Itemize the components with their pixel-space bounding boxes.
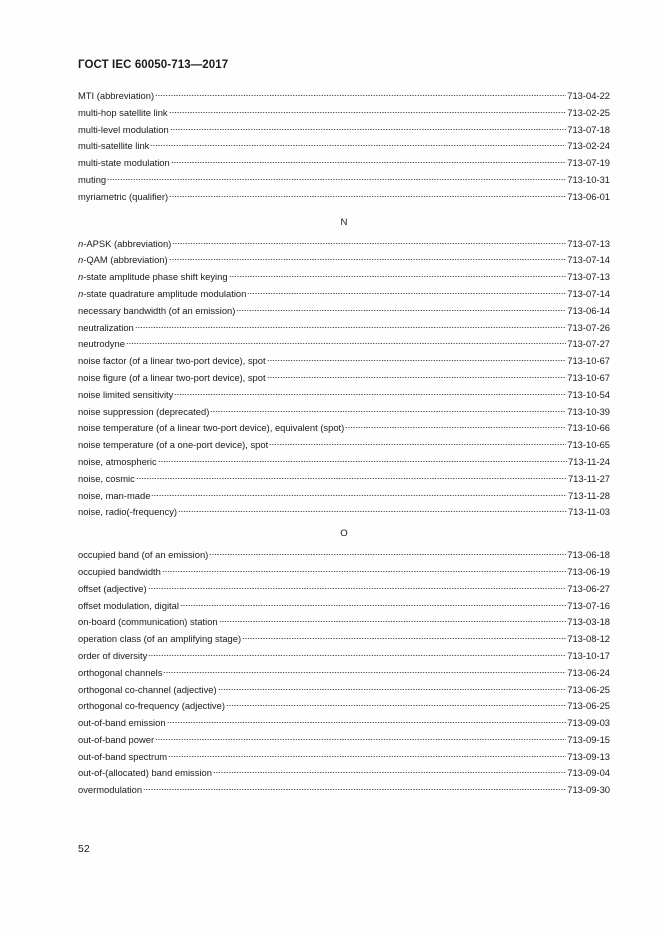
- leader-dots: [163, 668, 566, 674]
- entry-term: [78, 581, 147, 598]
- leader-dots: [150, 141, 566, 147]
- entry-term-prefix: n: [78, 271, 84, 283]
- index-entry: [78, 564, 610, 581]
- entry-reference: 713-10-17: [567, 649, 610, 661]
- entry-term-text: multi-state modulation: [78, 157, 170, 169]
- entry-term-text: noise suppression (deprecated): [78, 405, 210, 417]
- entry-reference: 713-10-54: [567, 388, 610, 400]
- entry-reference: 713-02-25: [567, 106, 610, 118]
- term-index: [78, 88, 610, 799]
- entry-reference: 713-06-25: [567, 683, 610, 695]
- entry-term-text: orthogonal channels: [78, 666, 163, 678]
- index-entry: [78, 732, 610, 749]
- entry-term-text: noise temperature (of a linear two-port device), equivalent (spot): [78, 422, 345, 434]
- leader-dots: [180, 601, 566, 607]
- index-entry: [78, 488, 610, 505]
- leader-dots: [170, 125, 567, 131]
- entry-term: [78, 765, 212, 782]
- entry-term-text: offset modulation, digital: [78, 599, 179, 611]
- index-entry: [78, 749, 610, 766]
- leader-dots: [218, 685, 567, 691]
- entry-reference: 713-06-24: [567, 666, 610, 678]
- entry-reference: 713-06-25: [567, 700, 610, 712]
- entry-term-text: on-board (communication) station: [78, 616, 218, 628]
- entry-term: [78, 488, 150, 505]
- entry-term-text: noise figure (of a linear two-port device), spot: [78, 371, 266, 383]
- entry-term-text: occupied band (of an emission): [78, 549, 209, 561]
- entry-term: [78, 454, 157, 471]
- entry-reference: 713-10-67: [567, 355, 610, 367]
- index-entry: [78, 269, 610, 286]
- entry-term-text: out-of-(allocated) band emission: [78, 767, 212, 779]
- leader-dots: [229, 272, 567, 278]
- entry-term-text: out-of-band power: [78, 733, 155, 745]
- entry-term: [78, 698, 225, 715]
- entry-reference: 713-10-31: [567, 173, 610, 185]
- entry-term-text: offset (adjective): [78, 582, 147, 594]
- entry-term: [78, 665, 162, 682]
- entry-term: [78, 782, 142, 799]
- index-entry: [78, 404, 610, 421]
- leader-dots: [155, 91, 566, 97]
- entry-reference: 713-11-24: [567, 455, 610, 467]
- entry-term: [78, 269, 228, 286]
- entry-term: [78, 682, 217, 699]
- entry-term-text: neutralization: [78, 321, 134, 333]
- leader-dots: [247, 289, 566, 295]
- leader-dots: [226, 701, 566, 707]
- entry-term-text: -state amplitude phase shift keying: [83, 271, 228, 283]
- entry-term: [78, 564, 161, 581]
- index-entry: [78, 547, 610, 564]
- leader-dots: [135, 323, 566, 329]
- entry-term: [78, 715, 166, 732]
- index-entry: [78, 598, 610, 615]
- index-entry: [78, 648, 610, 665]
- entry-reference: 713-09-15: [567, 733, 610, 745]
- entry-reference: 713-07-18: [567, 123, 610, 135]
- index-entry: [78, 172, 610, 189]
- leader-dots: [178, 507, 567, 513]
- section-letter: O: [340, 528, 348, 540]
- entry-reference: 713-10-65: [567, 439, 610, 451]
- entry-reference: 713-06-19: [567, 565, 610, 577]
- index-entry: [78, 370, 610, 387]
- entry-term-text: out-of-band emission: [78, 717, 166, 729]
- leader-dots: [148, 584, 567, 590]
- entry-reference: 713-08-12: [567, 633, 610, 645]
- entry-term: [78, 387, 173, 404]
- entry-term-text: noise limited sensitivity: [78, 388, 174, 400]
- index-entry: [78, 765, 610, 782]
- entry-reference: 713-09-30: [567, 784, 610, 796]
- entry-reference: 713-09-04: [567, 767, 610, 779]
- entry-term: [78, 88, 154, 105]
- leader-dots: [143, 785, 566, 791]
- leader-dots: [267, 373, 567, 379]
- entry-reference: 713-10-66: [567, 422, 610, 434]
- entry-term: [78, 320, 134, 337]
- entry-reference: 713-03-18: [567, 616, 610, 628]
- entry-term-text: multi-satellite link: [78, 140, 150, 152]
- index-entry: [78, 320, 610, 337]
- leader-dots: [345, 423, 566, 429]
- section-letter: N: [340, 216, 348, 228]
- entry-reference: 713-07-13: [567, 271, 610, 283]
- index-entry: [78, 454, 610, 471]
- entry-reference: 713-07-14: [567, 254, 610, 266]
- entry-reference: 713-11-28: [567, 489, 610, 501]
- index-entry: [78, 471, 610, 488]
- leader-dots: [126, 339, 566, 345]
- index-entry: [78, 581, 610, 598]
- entry-term-prefix: n: [78, 287, 84, 299]
- entry-term-text: orthogonal co-channel (adjective): [78, 683, 217, 695]
- index-entry: [78, 138, 610, 155]
- entry-reference: 713-07-16: [567, 599, 610, 611]
- index-entry: [78, 122, 610, 139]
- leader-dots: [267, 356, 567, 362]
- entry-term-text: neutrodyne: [78, 338, 125, 350]
- entry-reference: 713-07-14: [567, 287, 610, 299]
- leader-dots: [219, 617, 567, 623]
- leader-dots: [155, 735, 566, 741]
- leader-dots: [107, 175, 566, 181]
- entry-reference: 713-09-13: [567, 750, 610, 762]
- leader-dots: [136, 474, 567, 480]
- entry-term-text: noise temperature (of a one-port device), spot: [78, 439, 269, 451]
- entry-term: [78, 732, 154, 749]
- entry-reference: 713-02-24: [567, 140, 610, 152]
- leader-dots: [151, 491, 567, 497]
- entry-term: [78, 155, 170, 172]
- entry-term-text: noise factor (of a linear two-port device), spot: [78, 355, 266, 367]
- entry-term-text: -APSK (abbreviation): [83, 237, 172, 249]
- entry-term-text: occupied bandwidth: [78, 565, 161, 577]
- entry-reference: 713-06-27: [567, 582, 610, 594]
- entry-term-text: MTI (abbreviation): [78, 90, 155, 101]
- index-entry: [78, 682, 610, 699]
- leader-dots: [172, 239, 566, 245]
- entry-term: [78, 420, 344, 437]
- entry-term: [78, 471, 135, 488]
- entry-term-text: noise, man-made: [78, 489, 151, 501]
- index-entry: [78, 303, 610, 320]
- entry-reference: 713-06-01: [567, 190, 610, 202]
- index-entry: [78, 252, 610, 269]
- index-entry: [78, 614, 610, 631]
- index-entry: [78, 387, 610, 404]
- entry-reference: 713-04-22: [567, 90, 610, 101]
- entry-reference: 713-06-14: [567, 304, 610, 316]
- index-entry: [78, 353, 610, 370]
- entry-reference: 713-07-27: [567, 338, 610, 350]
- entry-term-prefix: n: [78, 254, 84, 266]
- entry-term: [78, 631, 241, 648]
- entry-reference: 713-07-19: [567, 157, 610, 169]
- leader-dots: [210, 407, 566, 413]
- index-entry: [78, 189, 610, 206]
- entry-term: [78, 122, 169, 139]
- index-entry: [78, 665, 610, 682]
- entry-reference: 713-07-13: [567, 237, 610, 249]
- entry-term-text: -QAM (abbreviation): [83, 254, 168, 266]
- leader-dots: [162, 567, 566, 573]
- entry-term: [78, 504, 177, 521]
- entry-term: [78, 105, 168, 122]
- page-number: 52: [78, 843, 90, 855]
- entry-term-text: operation class (of an amplifying stage): [78, 633, 242, 645]
- index-entry: [78, 155, 610, 172]
- entry-term: [78, 252, 168, 269]
- entry-term: [78, 138, 149, 155]
- leader-dots: [158, 457, 567, 463]
- leader-dots: [148, 651, 566, 657]
- document-header: ГОСТ IEC 60050-713—2017: [78, 59, 229, 71]
- index-entry: [78, 504, 610, 521]
- index-entry: [78, 286, 610, 303]
- entry-term-text: myriametric (qualifier): [78, 190, 169, 202]
- entry-term: [78, 370, 266, 387]
- leader-dots: [242, 634, 566, 640]
- entry-term-text: -state quadrature amplitude modulation: [83, 287, 247, 299]
- leader-dots: [169, 255, 567, 261]
- leader-dots: [209, 550, 566, 556]
- entry-term-text: out-of-band spectrum: [78, 750, 168, 762]
- index-entry: [78, 88, 610, 105]
- index-entry: [78, 236, 610, 253]
- index-entry: [78, 105, 610, 122]
- index-entry: [78, 631, 610, 648]
- entry-reference: 713-06-18: [567, 549, 610, 561]
- leader-dots: [213, 768, 566, 774]
- entry-term-text: overmodulation: [78, 784, 143, 796]
- entry-term-text: multi-hop satellite link: [78, 106, 168, 118]
- entry-reference: 713-11-03: [567, 506, 610, 518]
- entry-term: [78, 404, 209, 421]
- entry-term: [78, 172, 106, 189]
- entry-term-text: muting: [78, 173, 107, 185]
- entry-term-text: multi-level modulation: [78, 123, 169, 135]
- entry-reference: 713-10-67: [567, 371, 610, 383]
- entry-term-text: noise, radio(-frequency): [78, 506, 178, 518]
- entry-reference: 713-07-26: [567, 321, 610, 333]
- entry-term-text: noise, cosmic: [78, 472, 135, 484]
- leader-dots: [236, 306, 566, 312]
- leader-dots: [168, 752, 566, 758]
- entry-term-text: necessary bandwidth (of an emission): [78, 304, 236, 316]
- index-entry: [78, 698, 610, 715]
- entry-term: [78, 189, 168, 206]
- leader-dots: [174, 390, 566, 396]
- entry-term: [78, 286, 246, 303]
- entry-reference: 713-10-39: [567, 405, 610, 417]
- entry-term: [78, 303, 235, 320]
- index-entry: [78, 437, 610, 454]
- leader-dots: [169, 192, 566, 198]
- entry-term: [78, 614, 218, 631]
- leader-dots: [171, 158, 567, 164]
- entry-reference: 713-09-03: [567, 717, 610, 729]
- index-entry: [78, 782, 610, 799]
- leader-dots: [269, 440, 566, 446]
- index-entry: [78, 715, 610, 732]
- leader-dots: [167, 718, 567, 724]
- entry-reference: 713-11-27: [567, 472, 610, 484]
- entry-term: [78, 236, 171, 253]
- leader-dots: [169, 108, 567, 114]
- entry-term-text: order of diversity: [78, 649, 148, 661]
- entry-term-text: orthogonal co-frequency (adjective): [78, 700, 225, 712]
- entry-term: [78, 437, 268, 454]
- entry-term-prefix: n: [78, 237, 84, 249]
- entry-term: [78, 648, 147, 665]
- entry-term-text: noise, atmospheric: [78, 455, 157, 467]
- entry-term: [78, 598, 179, 615]
- entry-term: [78, 353, 266, 370]
- entry-term: [78, 336, 125, 353]
- index-entry: [78, 420, 610, 437]
- entry-term: [78, 547, 208, 564]
- entry-term: [78, 749, 167, 766]
- index-entry: [78, 336, 610, 353]
